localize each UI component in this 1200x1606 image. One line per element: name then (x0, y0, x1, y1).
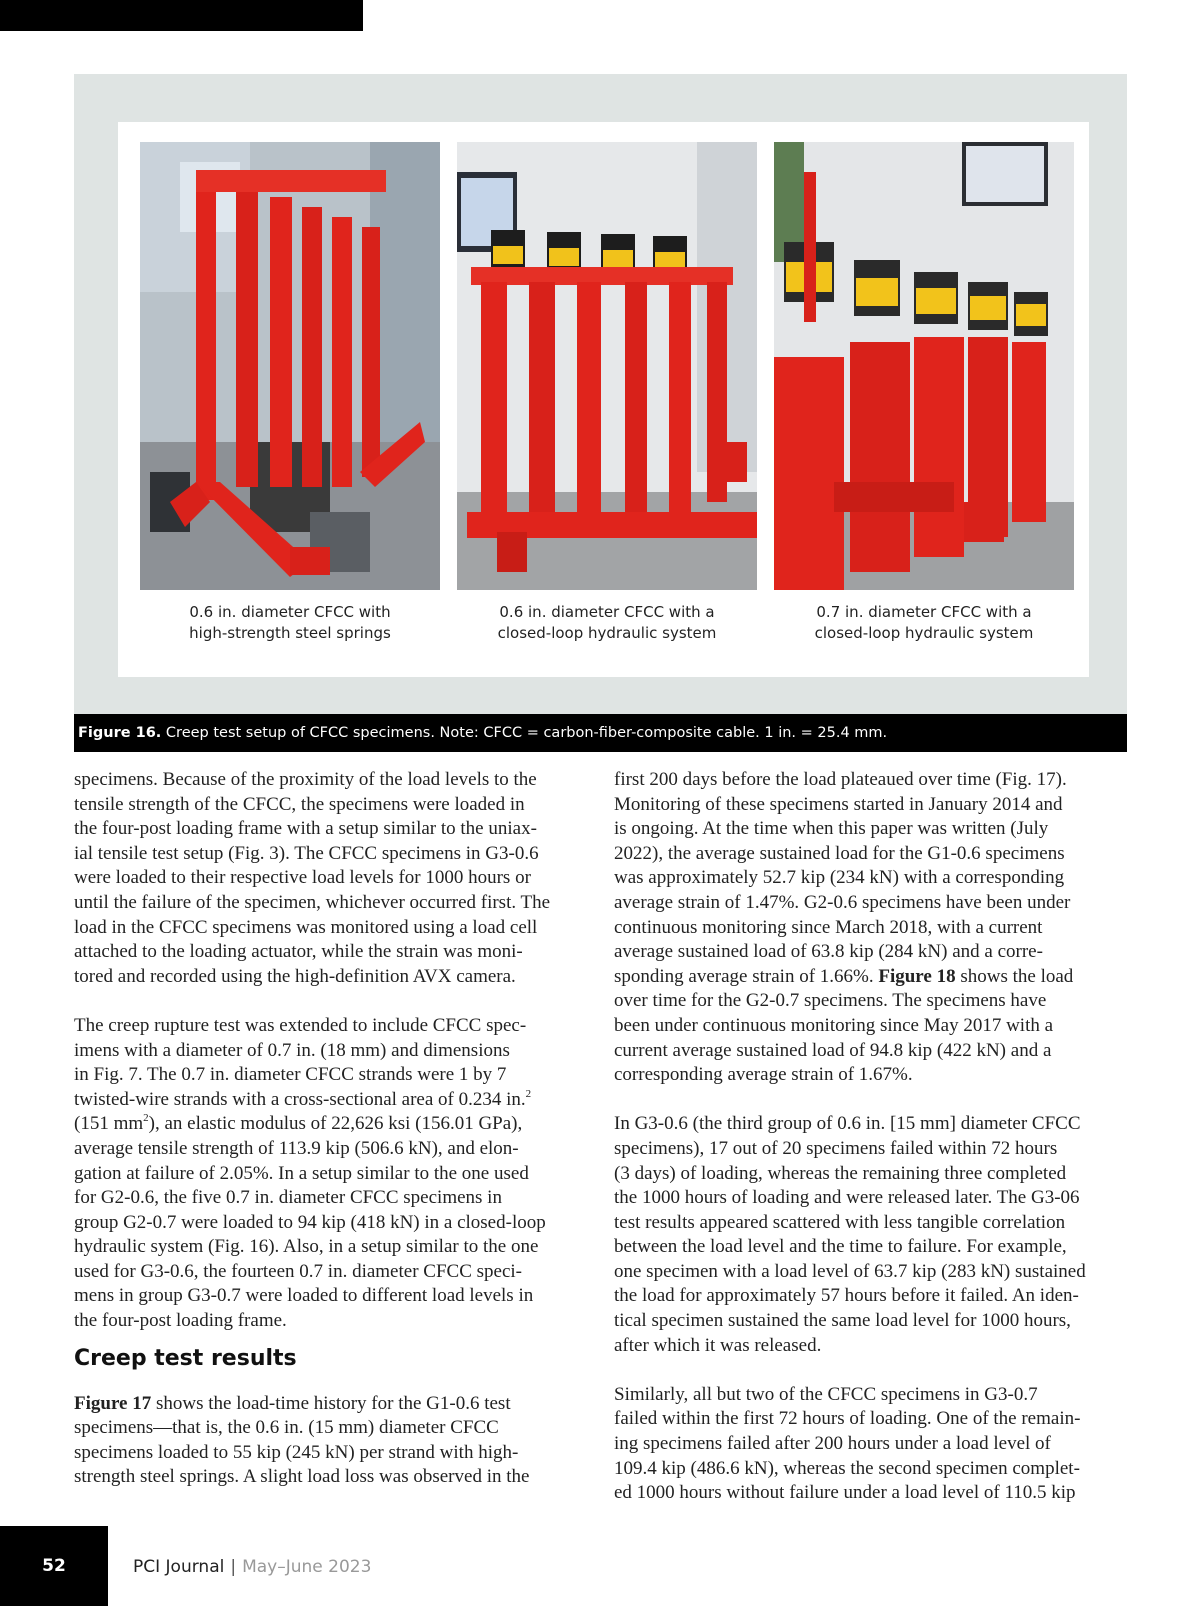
figure-16-panel (74, 74, 1127, 714)
figure-16-photos (118, 122, 1089, 677)
right-column: first 200 days before the load plateaued over time (Fig. 17). Monitoring of these specimens started in January 2014 and is ongoing. At the time when this paper was written (July 2022), the average sustained load for the G1-0.6 specimens was approximately 52.7 kip (234 kN) with a corresponding average strain of 1.47%. G2-0.6 specimens have been under continuous monitoring since March 2018, with a current average sustained load of 63.8 kip (284 kN) and a corre- sponding average strain of 1.66%. Figure 18 shows the load over time for the G2-0.7 specimens. The specimens have been under continuous monitoring since May 2017 with a current average sustained load of 94.8 kip (422 kN) and a corresponding average strain of 1.67%. In G3-0.6 (the third group of 0.6 in. [15 mm] diameter CFCC specimens), 17 out of 20 specimens failed within 72 hours (3 days) of loading, whereas the remaining three completed the 1000 hours of loading and were released later. The G3-06 test results appeared scattered with less tangible correlation between the load level and the time to failure. For example, one specimen with a load level of 63.7 kip (283 kN) sustained the load for approximately 57 hours before it failed. An iden- tical specimen sustained the same load level for 1000 hours, after which it was released. Similarly, all but two of the CFCC specimens in G3-0.7 failed within the first 72 hours of loading. One of the remain- ing specimens failed after 200 hours under a load level of 109.4 kip (486.6 kN), whereas the second specimen complet- ed 1000 hours without failure under a load level of 110.5 kip (614, 769, 1086, 1504)
left-column: specimens. Because of the proximity of the load levels to the tensile strength of the CFCC, the specimens were loaded in the four-post loading frame with a setup similar to the uniax- ial tensile test setup (Fig. 3). The CFCC specimens in G3-0.6 were loaded to their respective load levels for 1000 hours or until the failure of the specimen, whichever occurred first. The load in the CFCC specimens was monitored using a load cell attached to the loading actuator, while the strain was moni- tored and recorded using the high-definition AVX camera. The creep rupture test was extended to include CFCC spec- imens with a diameter of 0.7 in. (18 mm) and dimensions in Fig. 7. The 0.7 in. diameter CFCC strands were 1 by 7 twisted-wire strands with a cross-sectional area of 0.234 in.$^2$ (151 $mm^2$), an elastic modulus of 22,626 ksi (156.01 GPa), average tensile strength of 113.9 kip (506.6 kN), and elon- gation at failure of 2.05%. In a setup similar to the one used for G2-0.6, the five 0.7 in. diameter CFCC specimens in group G2-0.7 were loaded to 94 kip (418 kN) in a closed-loop hydraulic system (Fig. 16). Also, in a setup similar to the one used for G3-0.6, the fourteen 0.7 in. diameter CFCC speci- mens in group G3-0.7 were loaded to different load levels in the four-post loading frame. Creep test results Figure 17 shows the load-time history for the G1-0.6 test specimens—that is, the 0.6 in. (15 mm) diameter CFCC specimens loaded to 55 kip (245 kN) per strand with high- strength steel springs. A slight load loss was observed in the (74, 768, 602, 1490)
photo-springs-frame (140, 142, 440, 590)
figure-18-ref: Figure 18 (878, 965, 956, 987)
photo-caption-2: 0.6 in. diameter CFCC with a closed-loop hydraulic system (497, 603, 717, 642)
section-heading: Creep test results (74, 1345, 297, 1371)
photo-hydraulic-frame-0-6 (457, 142, 757, 590)
photo-caption-1: 0.6 in. diameter CFCC with high-strength steel springs (189, 603, 391, 642)
footer-separator: | (230, 1557, 237, 1577)
photo-hydraulic-frame-0-7 (774, 142, 1074, 590)
journal-name: PCI Journal (133, 1557, 225, 1577)
figure-label: Figure 16. (78, 725, 162, 741)
page-number: 52 (42, 1556, 66, 1576)
figure-17-ref: Figure 17 (74, 1392, 152, 1414)
journal-footer (133, 1557, 371, 1577)
figure-caption-text: Creep test setup of CFCC specimens. Note: CFCC = carbon-fiber-composite cable. 1 in. = 25.4 mm. (165, 725, 888, 741)
issue-date: May–June 2023 (242, 1557, 372, 1577)
top-black-bar (0, 0, 363, 31)
figure-caption (74, 714, 1127, 752)
photo-caption-3: 0.7 in. diameter CFCC with a closed-loop hydraulic system (814, 603, 1034, 642)
